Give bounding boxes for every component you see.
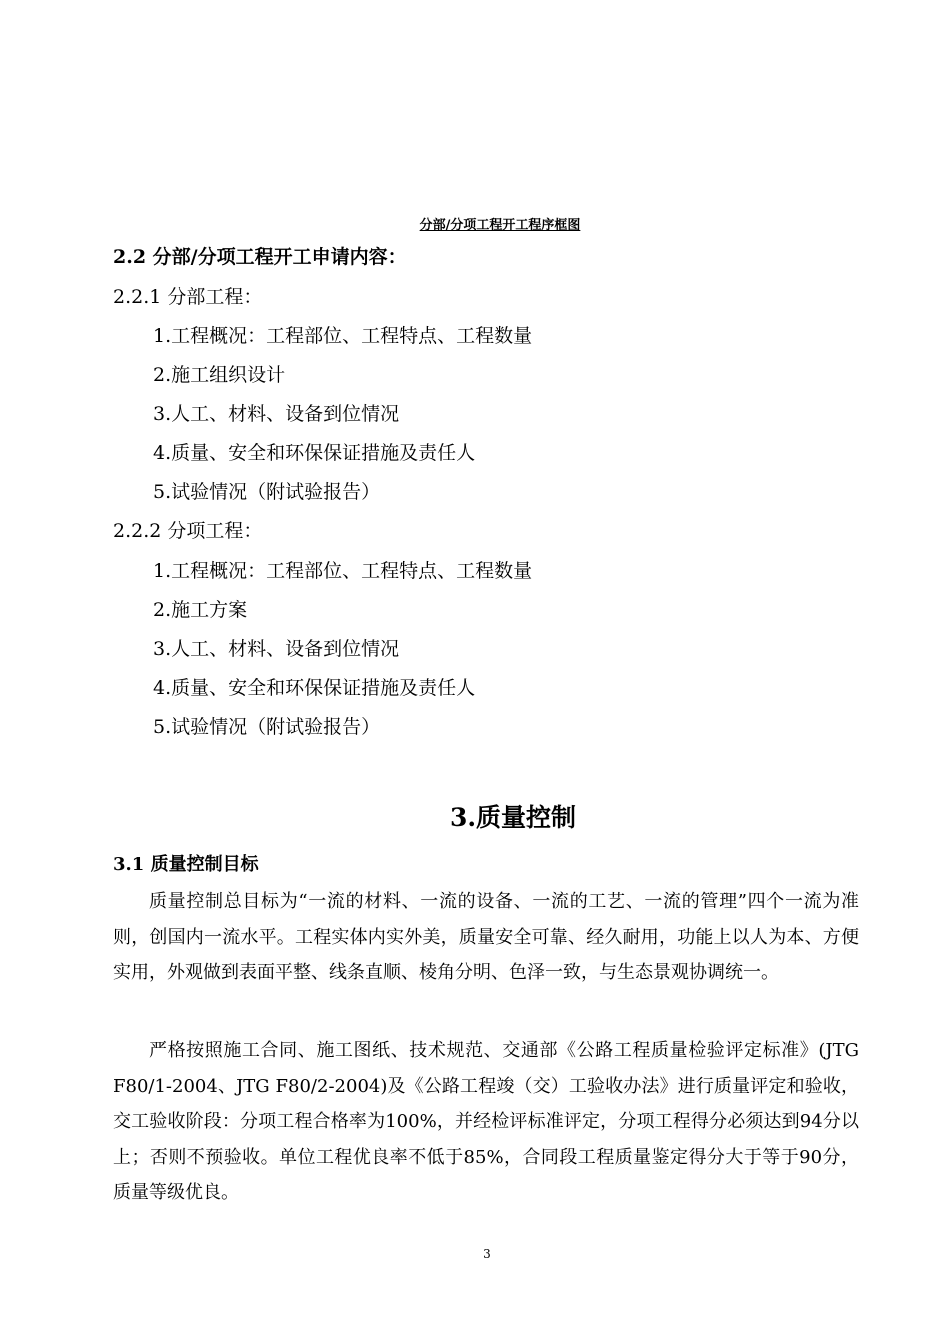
section-3-1-heading: 3.1 质量控制目标 bbox=[113, 854, 259, 875]
list-item: 2.施工方案 bbox=[153, 599, 248, 621]
subsection-2-2-2-heading: 2.2.2 分项工程： bbox=[113, 520, 263, 542]
list-item: 1.工程概况：工程部位、工程特点、工程数量 bbox=[153, 325, 533, 347]
subsection-2-2-1-heading: 2.2.1 分部工程： bbox=[113, 286, 263, 308]
chapter-title: 3.质量控制 bbox=[449, 803, 577, 832]
paragraph: 严格按照施工合同、施工图纸、技术规范、交通部《公路工程质量检验评定标准》(JTG F80/1-2004、JTG F80/2-2004)及《公路工程竣（交）工验收办法》进行质量评定和验收，交工验收阶段：分项工程合格率为100%，并经检评标准评定，分项工程得分必须达到94分以上；否则不预验收。单位工程优良率不低于85%，合同段工程质量鉴定得分大于等于90分，质量等级优良。 bbox=[113, 1040, 859, 1203]
paragraph: 质量控制总目标为“一流的材料、一流的设备、一流的工艺、一流的管理”四个一流为准则，创国内一流水平。工程实体内实外美，质量安全可靠、经久耐用，功能上以人为本、方便实用，外观做到表面平整、线条直顺、棱角分明、色泽一致，与生态景观协调统一。 bbox=[113, 891, 859, 983]
list-item: 5.试验情况（附试验报告） bbox=[153, 716, 381, 738]
list-item: 5.试验情况（附试验报告） bbox=[153, 481, 381, 503]
list-item: 4.质量、安全和环保保证措施及责任人 bbox=[153, 677, 476, 699]
list-item: 3.人工、材料、设备到位情况 bbox=[153, 403, 400, 425]
section-2-2-heading: 2.2 分部/分项工程开工申请内容： bbox=[113, 246, 407, 268]
list-item: 2.施工组织设计 bbox=[153, 364, 286, 386]
figure-caption: 分部/分项工程开工程序框图 bbox=[419, 218, 581, 233]
list-item: 1.工程概况：工程部位、工程特点、工程数量 bbox=[153, 560, 533, 582]
list-item: 4.质量、安全和环保保证措施及责任人 bbox=[153, 442, 476, 464]
page-number: 3 bbox=[483, 1247, 491, 1261]
list-item: 3.人工、材料、设备到位情况 bbox=[153, 638, 400, 660]
